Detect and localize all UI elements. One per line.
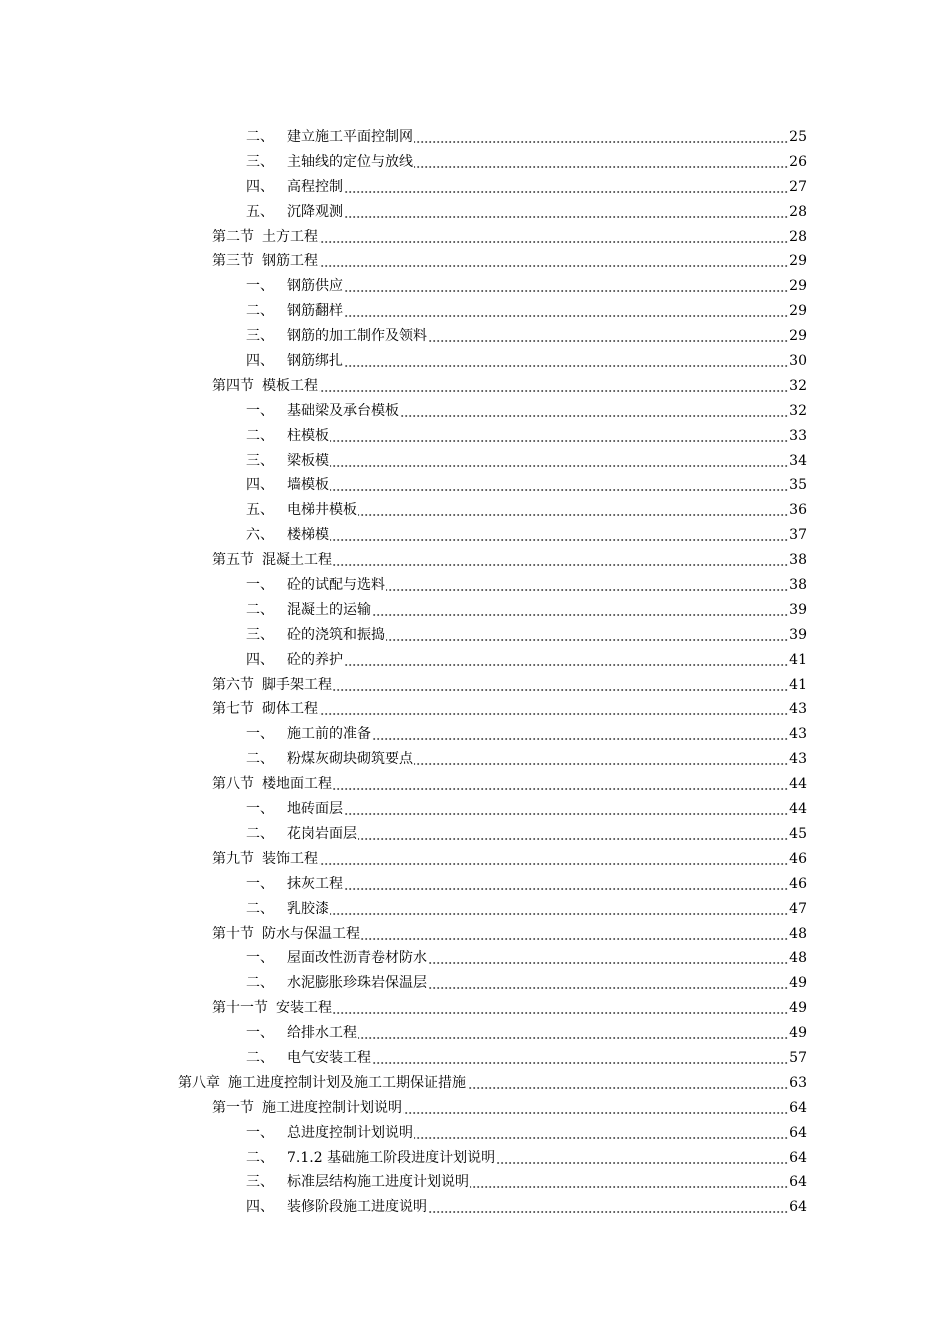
toc-entry[interactable] bbox=[0, 772, 950, 797]
toc-entry[interactable] bbox=[0, 125, 950, 150]
toc-entry[interactable] bbox=[0, 175, 950, 200]
toc-entry-number: 六、 bbox=[246, 527, 274, 544]
toc-entry[interactable] bbox=[0, 598, 950, 623]
toc-entry-label bbox=[246, 1170, 469, 1195]
toc-entry-number: 五、 bbox=[246, 502, 274, 519]
dot-leader bbox=[333, 788, 788, 790]
dot-leader bbox=[330, 539, 788, 541]
toc-entry-number: 二、 bbox=[246, 601, 274, 618]
dot-leader bbox=[319, 863, 788, 865]
toc-entry-title: 混凝土的运输 bbox=[287, 601, 371, 618]
toc-entry-label bbox=[246, 1121, 413, 1146]
toc-entry-page-number: 43 bbox=[789, 751, 807, 768]
toc-entry-number: 第八节 bbox=[212, 776, 254, 793]
toc-entry[interactable] bbox=[0, 548, 950, 573]
toc-entry[interactable] bbox=[0, 1195, 950, 1220]
toc-entry[interactable] bbox=[0, 349, 950, 374]
toc-entry-label bbox=[246, 523, 329, 548]
toc-entry-label bbox=[246, 747, 413, 772]
toc-entry-page-number: 28 bbox=[789, 203, 807, 220]
toc-entry-title: 7.1.2 基础施工阶段进度计划说明 bbox=[287, 1149, 496, 1166]
toc-entry-page-number: 29 bbox=[789, 253, 807, 270]
dot-leader bbox=[428, 340, 788, 342]
toc-entry-label bbox=[246, 573, 385, 598]
toc-entry-page-number: 48 bbox=[789, 950, 807, 967]
toc-entry-label bbox=[212, 548, 332, 573]
toc-entry-label bbox=[246, 1195, 427, 1220]
toc-entry-number: 第九节 bbox=[212, 850, 254, 867]
toc-entry-title: 砼的浇筑和振捣 bbox=[287, 626, 385, 643]
toc-entry-number: 二、 bbox=[246, 825, 274, 842]
toc-entry[interactable] bbox=[0, 449, 950, 474]
toc-entry-page-number: 46 bbox=[789, 850, 807, 867]
toc-entry-label bbox=[246, 424, 329, 449]
toc-entry-page-number: 38 bbox=[789, 577, 807, 594]
toc-entry-title: 乳胶漆 bbox=[287, 900, 329, 917]
toc-entry-number: 第八章 bbox=[178, 1074, 220, 1091]
dot-leader bbox=[414, 1137, 788, 1139]
toc-entry-title: 标准层结构施工进度计划说明 bbox=[287, 1174, 469, 1191]
toc-entry-title: 花岗岩面层 bbox=[287, 825, 357, 842]
toc-entry-page-number: 29 bbox=[789, 278, 807, 295]
toc-entry-page-number: 49 bbox=[789, 1000, 807, 1017]
dot-leader bbox=[403, 1112, 788, 1114]
dot-leader bbox=[361, 938, 788, 940]
toc-entry-label bbox=[246, 1021, 357, 1046]
toc-entry[interactable] bbox=[0, 797, 950, 822]
toc-entry-title: 钢筋供应 bbox=[287, 278, 343, 295]
toc-entry-number: 三、 bbox=[246, 1174, 274, 1191]
toc-entry-title: 砌体工程 bbox=[262, 701, 318, 718]
toc-entry-label bbox=[246, 125, 413, 150]
toc-entry-number: 一、 bbox=[246, 1025, 274, 1042]
toc-entry-label bbox=[212, 847, 318, 872]
toc-entry-number: 第四节 bbox=[212, 377, 254, 394]
toc-entry[interactable] bbox=[0, 971, 950, 996]
toc-entry-label bbox=[246, 175, 343, 200]
toc-entry-label bbox=[246, 971, 427, 996]
toc-entry-title: 装修阶段施工进度说明 bbox=[287, 1199, 427, 1216]
toc-entry-page-number: 29 bbox=[789, 328, 807, 345]
dot-leader bbox=[372, 614, 788, 616]
toc-entry[interactable] bbox=[0, 274, 950, 299]
toc-entry-page-number: 32 bbox=[789, 402, 807, 419]
toc-entry-label bbox=[246, 200, 343, 225]
toc-entry-label bbox=[246, 648, 343, 673]
toc-entry-number: 四、 bbox=[246, 477, 274, 494]
toc-entry[interactable] bbox=[0, 573, 950, 598]
toc-entry-title: 粉煤灰砌块砌筑要点 bbox=[287, 751, 413, 768]
dot-leader bbox=[344, 813, 788, 815]
toc-entry-page-number: 27 bbox=[789, 178, 807, 195]
toc-entry-page-number: 32 bbox=[789, 377, 807, 394]
toc-entry[interactable] bbox=[0, 697, 950, 722]
toc-entry[interactable] bbox=[0, 249, 950, 274]
toc-entry-title: 钢筋绑扎 bbox=[287, 353, 343, 370]
toc-entry-page-number: 64 bbox=[789, 1099, 807, 1116]
toc-entry[interactable] bbox=[0, 299, 950, 324]
toc-entry-page-number: 33 bbox=[789, 427, 807, 444]
toc-entry-title: 主轴线的定位与放线 bbox=[287, 153, 413, 170]
toc-entry-title: 砼的试配与选料 bbox=[287, 577, 385, 594]
dot-leader bbox=[428, 1211, 788, 1213]
toc-entry[interactable] bbox=[0, 747, 950, 772]
toc-entry-page-number: 29 bbox=[789, 303, 807, 320]
toc-entry-title: 施工进度控制计划说明 bbox=[262, 1099, 402, 1116]
toc-entry-page-number: 38 bbox=[789, 552, 807, 569]
toc-entry[interactable] bbox=[0, 498, 950, 523]
toc-entry-label bbox=[246, 946, 427, 971]
toc-entry-title: 水泥膨胀珍珠岩保温层 bbox=[287, 975, 427, 992]
toc-entry[interactable] bbox=[0, 946, 950, 971]
toc-entry-number: 第十节 bbox=[212, 925, 254, 942]
toc-entry-title: 楼梯模 bbox=[287, 527, 329, 544]
toc-entry-number: 二、 bbox=[246, 129, 274, 145]
toc-entry-number: 二、 bbox=[246, 975, 274, 992]
toc-entry-title: 沉降观测 bbox=[287, 203, 343, 220]
toc-entry-label bbox=[246, 498, 357, 523]
toc-entry[interactable] bbox=[0, 897, 950, 922]
toc-entry-label bbox=[212, 697, 318, 722]
toc-entry-label bbox=[212, 673, 332, 698]
toc-entry-label bbox=[246, 349, 343, 374]
dot-leader bbox=[319, 241, 788, 243]
toc-entry-title: 总进度控制计划说明 bbox=[287, 1124, 413, 1141]
toc-entry[interactable] bbox=[0, 1021, 950, 1046]
toc-entry[interactable] bbox=[0, 150, 950, 175]
toc-entry[interactable] bbox=[0, 1170, 950, 1195]
toc-entry-number: 二、 bbox=[246, 900, 274, 917]
toc-entry-number: 第十一节 bbox=[212, 1000, 268, 1017]
toc-entry[interactable] bbox=[0, 1071, 950, 1096]
toc-entry-title: 模板工程 bbox=[262, 377, 318, 394]
toc-entry-page-number: 45 bbox=[789, 825, 807, 842]
toc-entry-label bbox=[212, 996, 332, 1021]
toc-entry[interactable] bbox=[0, 523, 950, 548]
toc-entry-label bbox=[212, 772, 332, 797]
toc-entry-label bbox=[246, 449, 329, 474]
toc-entry-label bbox=[212, 922, 360, 947]
toc-entry-page-number: 57 bbox=[789, 1049, 807, 1066]
dot-leader bbox=[344, 191, 788, 193]
dot-leader bbox=[414, 166, 788, 168]
toc-entry-page-number: 26 bbox=[789, 153, 807, 170]
toc-entry-number: 一、 bbox=[246, 577, 274, 594]
toc-entry-number: 第七节 bbox=[212, 701, 254, 718]
toc-entry-number: 二、 bbox=[246, 751, 274, 768]
dot-leader bbox=[333, 564, 788, 566]
toc-entry-title: 施工前的准备 bbox=[287, 726, 371, 743]
toc-entry[interactable] bbox=[0, 623, 950, 648]
toc-entry-label bbox=[246, 797, 343, 822]
toc-entry-title: 楼地面工程 bbox=[262, 776, 332, 793]
toc-entry-number: 三、 bbox=[246, 328, 274, 345]
toc-entry-title: 高程控制 bbox=[287, 178, 343, 195]
dot-leader bbox=[358, 838, 788, 840]
table-of-contents bbox=[0, 125, 950, 1220]
toc-entry-title: 基础梁及承台模板 bbox=[287, 402, 399, 419]
dot-leader bbox=[330, 440, 788, 442]
toc-entry-title: 防水与保温工程 bbox=[262, 925, 360, 942]
toc-entry-page-number: 64 bbox=[789, 1174, 807, 1191]
toc-entry-number: 二、 bbox=[246, 1049, 274, 1066]
toc-entry-label bbox=[246, 1146, 495, 1171]
dot-leader bbox=[428, 987, 788, 989]
toc-entry-label bbox=[212, 249, 318, 274]
toc-entry-page-number: 48 bbox=[789, 925, 807, 942]
toc-entry-title: 建立施工平面控制网 bbox=[287, 129, 413, 145]
toc-entry[interactable] bbox=[0, 200, 950, 225]
toc-entry[interactable] bbox=[0, 648, 950, 673]
toc-entry-number: 三、 bbox=[246, 452, 274, 469]
dot-leader bbox=[330, 913, 788, 915]
dot-leader bbox=[333, 689, 788, 691]
toc-entry-title: 电气安装工程 bbox=[287, 1049, 371, 1066]
toc-entry-page-number: 34 bbox=[789, 452, 807, 469]
toc-entry-label bbox=[246, 473, 329, 498]
dot-leader bbox=[358, 1037, 788, 1039]
toc-entry-title: 安装工程 bbox=[276, 1000, 332, 1017]
toc-entry-label bbox=[246, 150, 413, 175]
toc-entry-number: 三、 bbox=[246, 153, 274, 170]
dot-leader bbox=[330, 465, 788, 467]
toc-entry-page-number: 64 bbox=[789, 1199, 807, 1216]
toc-entry-title: 墙模板 bbox=[287, 477, 329, 494]
toc-entry-page-number: 41 bbox=[789, 676, 807, 693]
toc-entry-label bbox=[246, 897, 329, 922]
toc-entry-title: 钢筋的加工制作及领料 bbox=[287, 328, 427, 345]
toc-entry[interactable] bbox=[0, 1046, 950, 1071]
toc-entry-number: 二、 bbox=[246, 1149, 274, 1166]
toc-entry-number: 第一节 bbox=[212, 1099, 254, 1116]
dot-leader bbox=[344, 315, 788, 317]
toc-entry-page-number: 39 bbox=[789, 601, 807, 618]
toc-entry[interactable] bbox=[0, 1096, 950, 1121]
toc-entry-number: 一、 bbox=[246, 726, 274, 743]
toc-entry-label bbox=[246, 598, 371, 623]
toc-entry-page-number: 43 bbox=[789, 726, 807, 743]
dot-leader bbox=[414, 141, 788, 143]
dot-leader bbox=[344, 216, 788, 218]
toc-entry-label bbox=[212, 374, 318, 399]
toc-entry-number: 四、 bbox=[246, 353, 274, 370]
toc-entry-page-number: 49 bbox=[789, 1025, 807, 1042]
toc-entry[interactable] bbox=[0, 424, 950, 449]
toc-entry-number: 第五节 bbox=[212, 552, 254, 569]
toc-entry-number: 四、 bbox=[246, 178, 274, 195]
toc-entry[interactable] bbox=[0, 374, 950, 399]
toc-entry[interactable] bbox=[0, 1121, 950, 1146]
toc-entry-title: 梁板模 bbox=[287, 452, 329, 469]
toc-entry-title: 砼的养护 bbox=[287, 651, 343, 668]
toc-entry-title: 柱模板 bbox=[287, 427, 329, 444]
dot-leader bbox=[333, 1012, 788, 1014]
dot-leader bbox=[470, 1186, 788, 1188]
toc-entry-label bbox=[246, 399, 399, 424]
toc-entry[interactable] bbox=[0, 225, 950, 250]
dot-leader bbox=[319, 265, 788, 267]
toc-entry-title: 抹灰工程 bbox=[287, 875, 343, 892]
toc-entry-label bbox=[178, 1071, 466, 1096]
toc-entry-page-number: 35 bbox=[789, 477, 807, 494]
toc-entry-page-number: 49 bbox=[789, 975, 807, 992]
toc-entry-label bbox=[212, 1096, 402, 1121]
toc-entry-label bbox=[212, 225, 318, 250]
toc-entry[interactable] bbox=[0, 847, 950, 872]
toc-entry-title: 钢筋工程 bbox=[262, 253, 318, 270]
toc-entry-title: 地砖面层 bbox=[287, 801, 343, 818]
toc-entry-number: 一、 bbox=[246, 278, 274, 295]
dot-leader bbox=[386, 639, 788, 641]
toc-entry-number: 一、 bbox=[246, 950, 274, 967]
toc-entry[interactable] bbox=[0, 872, 950, 897]
toc-entry-number: 三、 bbox=[246, 626, 274, 643]
toc-entry-page-number: 28 bbox=[789, 228, 807, 245]
toc-entry[interactable] bbox=[0, 324, 950, 349]
toc-entry-label bbox=[246, 872, 343, 897]
toc-entry-label bbox=[246, 299, 343, 324]
toc-entry-label bbox=[246, 324, 427, 349]
dot-leader bbox=[372, 1062, 788, 1064]
dot-leader bbox=[319, 713, 788, 715]
toc-entry-title: 给排水工程 bbox=[287, 1025, 357, 1042]
toc-entry[interactable] bbox=[0, 399, 950, 424]
dot-leader bbox=[344, 365, 788, 367]
toc-entry-number: 第二节 bbox=[212, 228, 254, 245]
toc-entry-page-number: 39 bbox=[789, 626, 807, 643]
toc-entry-number: 四、 bbox=[246, 1199, 274, 1216]
toc-entry-number: 一、 bbox=[246, 402, 274, 419]
toc-entry-page-number: 36 bbox=[789, 502, 807, 519]
toc-entry[interactable] bbox=[0, 922, 950, 947]
toc-entry[interactable] bbox=[0, 822, 950, 847]
toc-entry-number: 一、 bbox=[246, 801, 274, 818]
dot-leader bbox=[467, 1087, 788, 1089]
dot-leader bbox=[400, 415, 788, 417]
dot-leader bbox=[496, 1162, 788, 1164]
toc-entry-number: 二、 bbox=[246, 303, 274, 320]
toc-entry-title: 土方工程 bbox=[262, 228, 318, 245]
toc-entry-title: 施工进度控制计划及施工工期保证措施 bbox=[228, 1074, 466, 1091]
toc-entry-page-number: 30 bbox=[789, 353, 807, 370]
toc-entry-number: 四、 bbox=[246, 651, 274, 668]
toc-entry-title: 钢筋翻样 bbox=[287, 303, 343, 320]
toc-entry-number: 五、 bbox=[246, 203, 274, 220]
toc-entry-title: 屋面改性沥青卷材防水 bbox=[287, 950, 427, 967]
toc-entry-number: 第六节 bbox=[212, 676, 254, 693]
dot-leader bbox=[330, 489, 788, 491]
toc-entry-title: 装饰工程 bbox=[262, 850, 318, 867]
toc-entry-label bbox=[246, 623, 385, 648]
toc-entry-page-number: 41 bbox=[789, 651, 807, 668]
toc-entry[interactable] bbox=[0, 473, 950, 498]
dot-leader bbox=[344, 888, 788, 890]
toc-entry-page-number: 44 bbox=[789, 776, 807, 793]
dot-leader bbox=[344, 664, 788, 666]
toc-entry[interactable] bbox=[0, 673, 950, 698]
toc-entry-title: 脚手架工程 bbox=[262, 676, 332, 693]
dot-leader bbox=[344, 290, 788, 292]
toc-entry-title: 混凝土工程 bbox=[262, 552, 332, 569]
dot-leader bbox=[319, 390, 788, 392]
toc-entry-label bbox=[246, 1046, 371, 1071]
toc-entry-number: 二、 bbox=[246, 427, 274, 444]
toc-entry-number: 第三节 bbox=[212, 253, 254, 270]
toc-entry[interactable] bbox=[0, 996, 950, 1021]
toc-entry-page-number: 64 bbox=[789, 1149, 807, 1166]
toc-entry-page-number: 47 bbox=[789, 900, 807, 917]
toc-entry[interactable] bbox=[0, 722, 950, 747]
toc-entry-page-number: 63 bbox=[789, 1074, 807, 1091]
toc-entry-page-number: 25 bbox=[789, 129, 807, 145]
toc-entry-number: 一、 bbox=[246, 1124, 274, 1141]
toc-entry-page-number: 64 bbox=[789, 1124, 807, 1141]
dot-leader bbox=[414, 763, 788, 765]
toc-entry-label bbox=[246, 274, 343, 299]
toc-entry-page-number: 46 bbox=[789, 875, 807, 892]
toc-entry-page-number: 44 bbox=[789, 801, 807, 818]
toc-entry-number: 一、 bbox=[246, 875, 274, 892]
dot-leader bbox=[358, 514, 788, 516]
dot-leader bbox=[372, 738, 788, 740]
toc-entry-page-number: 37 bbox=[789, 527, 807, 544]
dot-leader bbox=[428, 962, 788, 964]
toc-entry[interactable] bbox=[0, 1146, 950, 1171]
toc-entry-page-number: 43 bbox=[789, 701, 807, 718]
toc-entry-title: 电梯井模板 bbox=[287, 502, 357, 519]
toc-entry-label bbox=[246, 822, 357, 847]
dot-leader bbox=[386, 589, 788, 591]
toc-entry-label bbox=[246, 722, 371, 747]
